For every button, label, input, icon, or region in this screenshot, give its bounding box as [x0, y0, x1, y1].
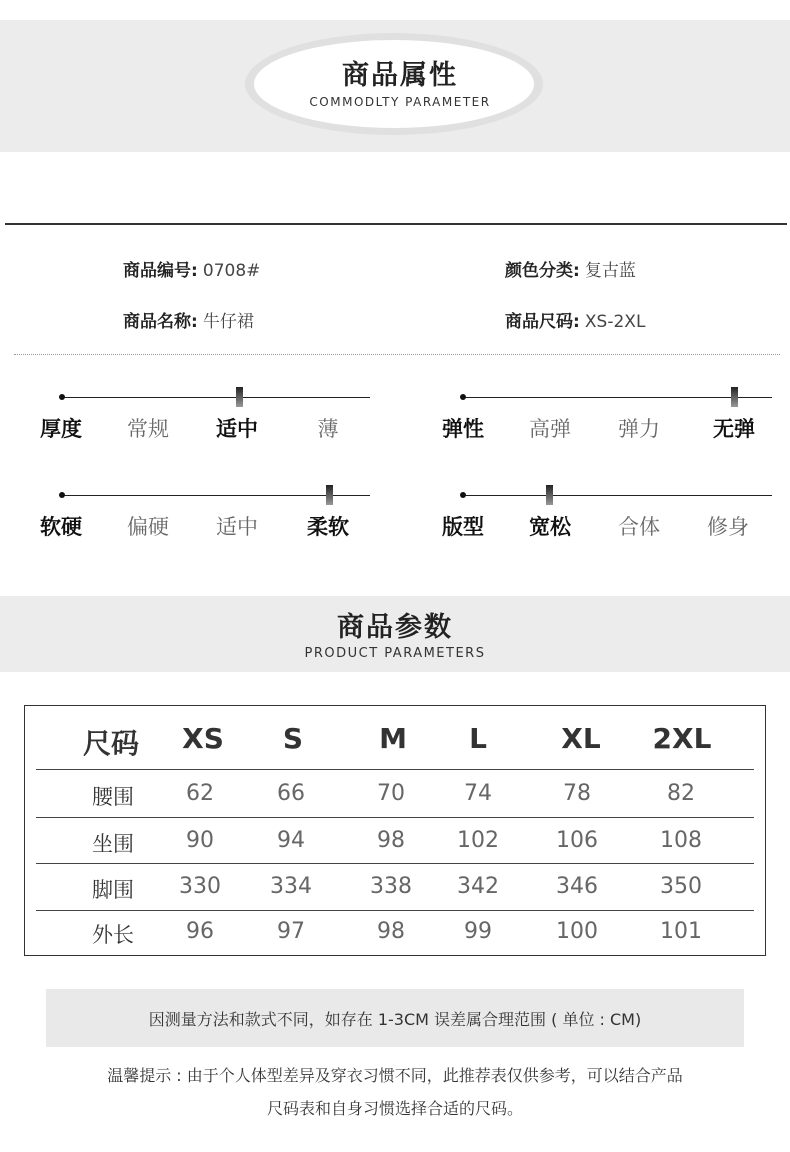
table-cell: 99: [464, 919, 492, 944]
table-cell: 脚围: [92, 878, 134, 902]
table-cell: 98: [377, 919, 405, 944]
table-cell: 346: [556, 874, 598, 899]
scale-option-selected: 无弹: [713, 417, 755, 441]
table-cell: 334: [270, 874, 312, 899]
table-header-cell: M: [379, 722, 407, 755]
product-name: [123, 307, 254, 332]
scale-option: 偏硬: [127, 515, 169, 539]
scale-marker: [236, 387, 243, 407]
scale-option: 修身: [707, 515, 749, 539]
scale-option: 适中: [216, 515, 258, 539]
scale-start-dot: [59, 492, 65, 498]
table-cell: 94: [277, 828, 305, 853]
table-cell: 342: [457, 874, 499, 899]
table-rule: [36, 863, 754, 864]
scale-marker: [731, 387, 738, 407]
scale-label: 弹性: [442, 417, 484, 441]
table-header-cell: 2XL: [652, 722, 712, 755]
table-cell: 74: [464, 781, 492, 806]
scale-option-selected: 柔软: [307, 515, 349, 539]
parameters-title: 商品参数: [337, 612, 453, 643]
table-rule: [36, 910, 754, 911]
table-cell: 101: [660, 919, 702, 944]
product-name-value: 牛仔裙: [202, 312, 254, 332]
scale-option: 薄: [317, 417, 339, 441]
scale-option: 合体: [618, 515, 660, 539]
scale-label: 软硬: [40, 515, 82, 539]
product-name-label: 商品名称:: [123, 312, 198, 332]
table-cell: 78: [563, 781, 591, 806]
table-cell: 外长: [92, 923, 134, 947]
table-rule: [36, 769, 754, 770]
table-cell: 坐围: [92, 832, 134, 856]
scale-track: [62, 397, 370, 398]
table-cell: 338: [370, 874, 412, 899]
product-color-label: 颜色分类:: [505, 261, 580, 281]
scale-track: [463, 397, 772, 398]
table-header-cell: XL: [561, 722, 601, 755]
product-size: [505, 307, 645, 332]
scale-marker: [546, 485, 553, 505]
table-cell: 90: [186, 828, 214, 853]
product-size-label: 商品尺码:: [505, 312, 580, 332]
table-cell: 102: [457, 828, 499, 853]
table-cell: 82: [667, 781, 695, 806]
scale-option-selected: 适中: [216, 417, 258, 441]
table-rule: [36, 817, 754, 818]
table-header-cell: XS: [182, 722, 224, 755]
scale-option-selected: 宽松: [529, 515, 571, 539]
table-cell: 98: [377, 828, 405, 853]
tip-note-line2: 尺码表和自身习惯选择合适的尺码。: [266, 1099, 523, 1118]
dotted-divider: [14, 354, 780, 355]
scale-track: [463, 495, 772, 496]
table-cell: 330: [179, 874, 221, 899]
scale-option: 常规: [127, 417, 169, 441]
table-cell: 66: [277, 781, 305, 806]
scale-option: 高弹: [529, 417, 571, 441]
product-code: [123, 256, 260, 281]
product-code-value: 0708#: [202, 261, 261, 281]
table-header-cell: 尺码: [82, 727, 139, 760]
parameters-subtitle: PRODUCT PARAMETERS: [304, 646, 486, 661]
table-header-cell: S: [282, 722, 304, 755]
table-cell: 100: [556, 919, 598, 944]
scale-start-dot: [460, 394, 466, 400]
table-cell: 62: [186, 781, 214, 806]
scale-label: 版型: [442, 515, 484, 539]
table-cell: 70: [377, 781, 405, 806]
table-cell: 96: [186, 919, 214, 944]
section-divider: [5, 223, 787, 225]
table-header-cell: L: [469, 722, 487, 755]
scale-label: 厚度: [40, 417, 82, 441]
scale-start-dot: [59, 394, 65, 400]
measurement-note: 因测量方法和款式不同，如存在 1-3CM 误差属合理范围 ( 单位 : CM): [148, 1010, 642, 1029]
product-color: [505, 256, 636, 281]
scale-marker: [326, 485, 333, 505]
table-cell: 97: [277, 919, 305, 944]
scale-track: [62, 495, 370, 496]
product-color-value: 复古蓝: [584, 261, 636, 281]
tip-note-line1: 温馨提示 : 由于个人体型差异及穿衣习惯不同，此推荐表仅供参考，可以结合产品: [107, 1066, 683, 1085]
table-cell: 腰围: [92, 785, 134, 809]
table-cell: 350: [660, 874, 702, 899]
product-code-label: 商品编号:: [123, 261, 198, 281]
table-cell: 108: [660, 828, 702, 853]
product-size-value: XS-2XL: [584, 312, 646, 332]
attributes-subtitle: COMMODLTY PARAMETER: [309, 95, 491, 109]
scale-start-dot: [460, 492, 466, 498]
table-cell: 106: [556, 828, 598, 853]
scale-option: 弹力: [618, 417, 660, 441]
attributes-title: 商品属性: [342, 60, 458, 91]
